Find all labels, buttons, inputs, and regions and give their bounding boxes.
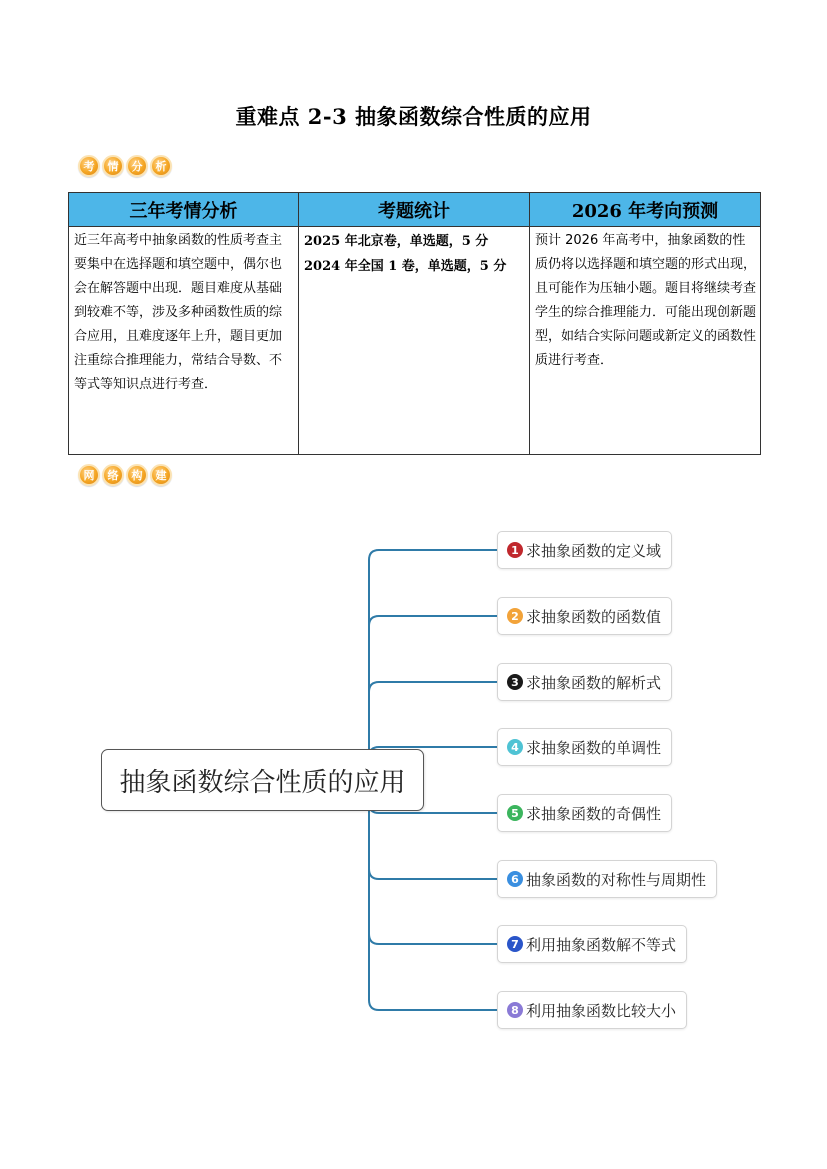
- stats-line: 2025 年北京卷，单选题，5 分: [304, 234, 489, 249]
- badge-char: 情: [102, 155, 124, 177]
- mindmap-node: [497, 597, 672, 635]
- number-1-icon: 1: [507, 542, 523, 558]
- mindmap-node: [497, 728, 672, 766]
- node-label: 求抽象函数的函数值: [526, 607, 662, 626]
- number-2-icon: 2: [507, 608, 523, 624]
- number-3-icon: 3: [507, 674, 523, 690]
- badge-char: 建: [150, 464, 172, 486]
- node-label: 抽象函数的对称性与周期性: [526, 870, 707, 889]
- node-label: 利用抽象函数解不等式: [526, 935, 677, 954]
- header-forecast: 2026 年考向预测: [530, 193, 761, 227]
- mindmap-node: [497, 531, 672, 569]
- mindmap-node: [497, 925, 687, 963]
- mindmap-node: [497, 663, 672, 701]
- mindmap-node: [497, 794, 672, 832]
- page-title: 重难点 2-3 抽象函数综合性质的应用: [235, 104, 592, 129]
- badge-char: 网: [78, 464, 100, 486]
- node-label: 利用抽象函数比较大小: [526, 1001, 677, 1020]
- node-label: 求抽象函数的单调性: [526, 738, 662, 757]
- stats-line: 2024 年全国 1 卷，单选题，5 分: [304, 259, 507, 274]
- number-8-icon: 8: [507, 1002, 523, 1018]
- number-4-icon: 4: [507, 739, 523, 755]
- header-analysis: 三年考情分析: [69, 193, 299, 227]
- badge-char: 络: [102, 464, 124, 486]
- badge-char: 分: [126, 155, 148, 177]
- mindmap-node: [497, 860, 717, 898]
- number-7-icon: 7: [507, 936, 523, 952]
- forecast-cell: 预计 2026 年高考中，抽象函数的性质仍将以选择题和填空题的形式出现，且可能作为压轴小题。题目将继续考查学生的综合推理能力．可能出现创新题型，如结合实际问题或新定义的函数性质进行考查．: [530, 227, 761, 455]
- node-label: 求抽象函数的解析式: [526, 673, 662, 692]
- header-stats: 考题统计: [299, 193, 530, 227]
- badge-char: 考: [78, 155, 100, 177]
- connector-6: [369, 869, 497, 879]
- node-label: 求抽象函数的定义域: [526, 541, 662, 560]
- connector-3: [369, 682, 497, 692]
- badge-char: 构: [126, 464, 148, 486]
- number-6-icon: 6: [507, 871, 523, 887]
- mindmap-root: 抽象函数综合性质的应用: [101, 749, 424, 811]
- analysis-cell: 近三年高考中抽象函数的性质考查主要集中在选择题和填空题中，偶尔也会在解答题中出现．题目难度从基础到较难不等，涉及多种函数性质的综合应用，且难度逐年上升，题目更加注重综合推理能力，常结合导数、不等式等知识点进行考查．: [69, 227, 299, 455]
- connector-2: [369, 616, 497, 626]
- badge-char: 析: [150, 155, 172, 177]
- mindmap-node: [497, 991, 687, 1029]
- connector-7: [369, 934, 497, 944]
- node-label: 求抽象函数的奇偶性: [526, 804, 662, 823]
- number-5-icon: 5: [507, 805, 523, 821]
